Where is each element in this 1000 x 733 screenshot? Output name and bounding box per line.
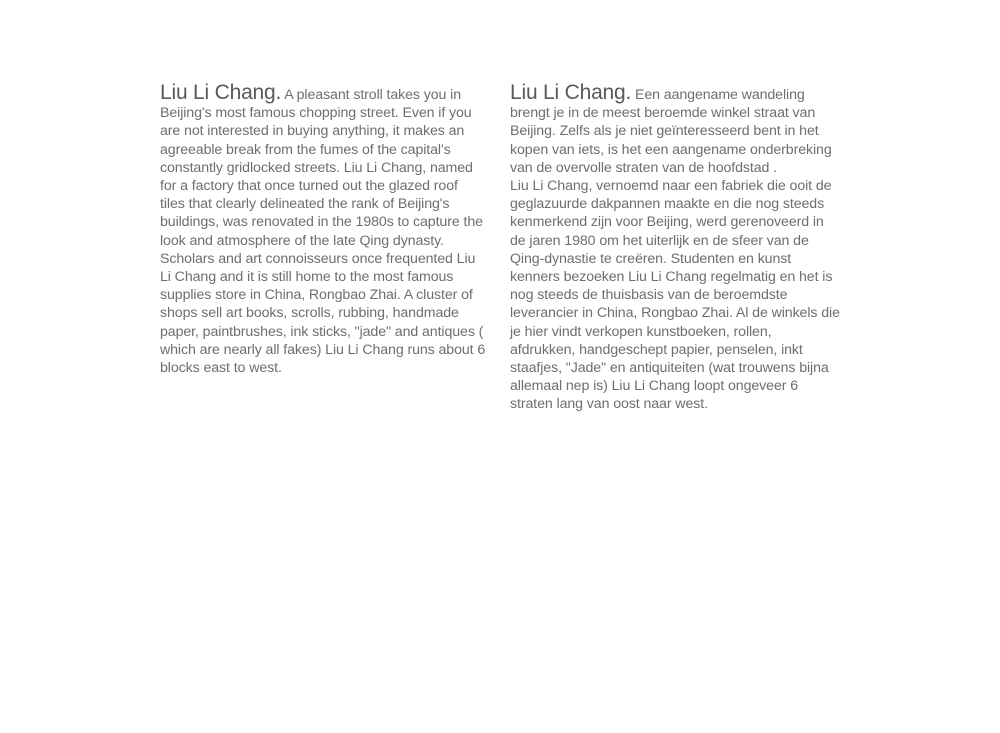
dutch-intro-paragraph [510, 81, 840, 177]
dutch-body-paragraph: Liu Li Chang, vernoemd naar een fabriek die ooit de geglazuurde dakpannen maakte en die nog steeds kenmerkend zijn voor Beijing, werd gerenoveerd in de jaren 1980 om het uiterlijk en de sfeer van de Qing-dynastie te creëren. Studenten en kunst kenners bezoeken Liu Li Chang regelmatig en het is nog steeds de thuisbasis van de beroemdste leverancier in China, Rongbao Zhai. Al de winkels die je hier vindt verkopen kunstboeken, rollen, afdrukken, handgeschept papier, penselen, inkt staafjes, "Jade" en antiquiteiten (wat trouwens bijna allemaal nep is) Liu Li Chang loopt ongeveer 6 straten lang van oost naar west. [510, 178, 840, 413]
dutch-column [510, 81, 840, 414]
english-column [160, 81, 486, 377]
dutch-intro: Een aangename wandeling brengt je in de meest beroemde winkel straat van Beijing. Zelfs als je niet geïnteresseerd bent in het kopen van iets, is het een aangename onderbreking van de overvolle straten van de hoofdstad . [510, 87, 832, 176]
dutch-heading: Liu Li Chang. [510, 81, 632, 104]
english-paragraph [160, 81, 486, 377]
english-heading: Liu Li Chang. [160, 81, 282, 104]
english-body: A pleasant stroll takes you in Beijing's most famous chopping street. Even if you are not interested in buying anything, it makes an agreeable break from the fumes of the capital's constantly gridlocked streets. Liu Li Chang, named for a factory that once turned out the glazed roof tiles that clearly delineated the rank of Beijing's buildings, was renovated in the 1980s to capture the look and atmosphere of the late Qing dynasty. Scholars and art connoisseurs once frequented Liu Li Chang and it is still home to the most famous supplies store in China, Rongbao Zhai. A cluster of shops sell art books, scrolls, rubbing, handmade paper, paintbrushes, ink sticks, "jade" and antiques ( which are nearly all fakes) Liu Li Chang runs about 6 blocks east to west. [160, 87, 486, 377]
